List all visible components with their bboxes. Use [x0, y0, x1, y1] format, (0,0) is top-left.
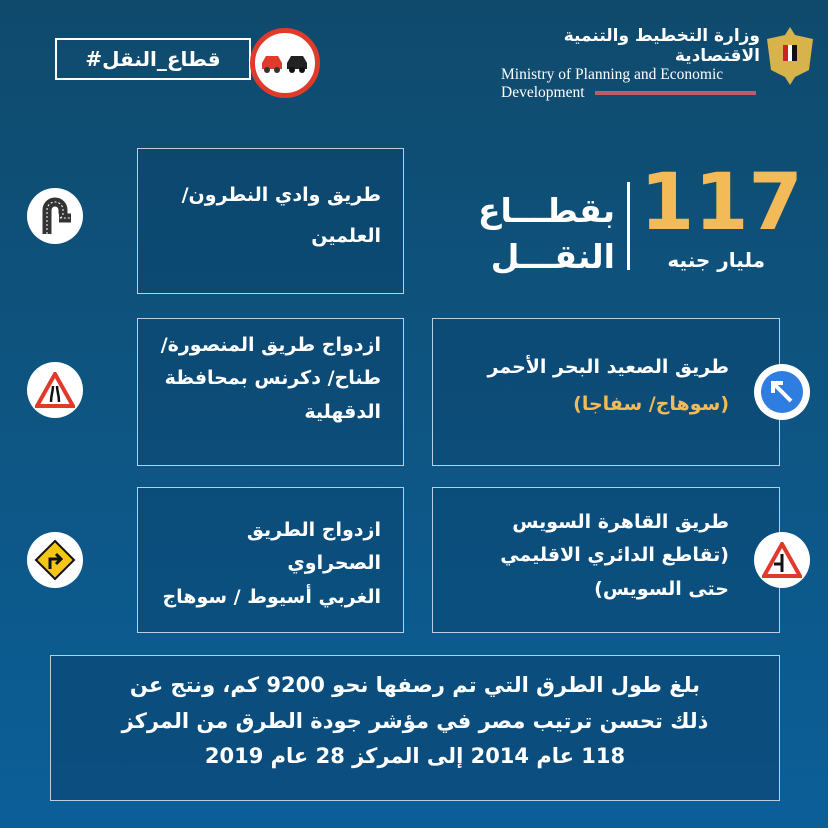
project-text: ازدواج الطريق الصحراوي: [246, 519, 381, 575]
sector-title: [477, 188, 615, 280]
project-text: طريق القاهرة السويس: [512, 511, 729, 533]
budget-amount: 117: [640, 158, 803, 248]
headline-divider: [627, 182, 630, 270]
right-turn-sign-icon: [27, 532, 83, 588]
cars-icon: [250, 28, 320, 98]
junction-sign-icon: [754, 532, 810, 588]
ministry-name-english-2: Development: [501, 84, 585, 101]
project-text: الغربي أسيوط / سوهاج: [162, 585, 381, 608]
logo-divider: [595, 91, 756, 95]
ministry-name-arabic: وزارة التخطيط والتنمية الاقتصادية: [563, 26, 760, 66]
project-card: [137, 148, 404, 294]
project-card: [137, 487, 404, 633]
winding-road-icon: [27, 188, 83, 244]
sector-line-1: بقطـــاع: [477, 191, 615, 230]
hashtag-label: #قطاع_النقل: [55, 38, 251, 80]
summary-text: بلغ طول الطرق التي تم رصفها نحو 9200 كم، ونتج عن: [129, 673, 701, 697]
summary-text: 118 عام 2014 إلى المركز 28 عام 2019: [204, 744, 626, 769]
ministry-name-english: Ministry of Planning and Economic: [501, 66, 724, 83]
keep-left-sign-icon: [754, 364, 810, 420]
project-text: الدقهلية: [304, 400, 381, 423]
project-text: (تقاطع الدائري الاقليمي: [500, 544, 729, 567]
budget-unit: مليار جنيه: [667, 248, 765, 272]
project-text: حتى السويس): [594, 577, 729, 600]
summary-text: ذلك تحسن ترتيب مصر في مؤشر جودة الطرق من المركز: [121, 708, 709, 733]
project-card: [137, 318, 404, 466]
project-text: طريق وادي النطرون/: [181, 184, 381, 206]
project-text: طناح/ دكرنس بمحافظة: [164, 367, 381, 390]
project-highlight: (سوهاج/ سفاجا): [573, 393, 729, 416]
eagle-emblem-icon: [765, 25, 815, 87]
road-narrows-sign-icon: [27, 362, 83, 418]
project-text: ازدواج طريق المنصورة/: [160, 334, 381, 356]
project-text: طريق الصعيد البحر الأحمر: [487, 356, 729, 378]
project-card: [432, 318, 780, 466]
sector-line-2: النقـــل: [490, 237, 615, 276]
summary-box: [50, 655, 780, 801]
project-text: العلمين: [311, 225, 381, 248]
ministry-logo: [495, 26, 760, 102]
project-card: [432, 487, 780, 633]
